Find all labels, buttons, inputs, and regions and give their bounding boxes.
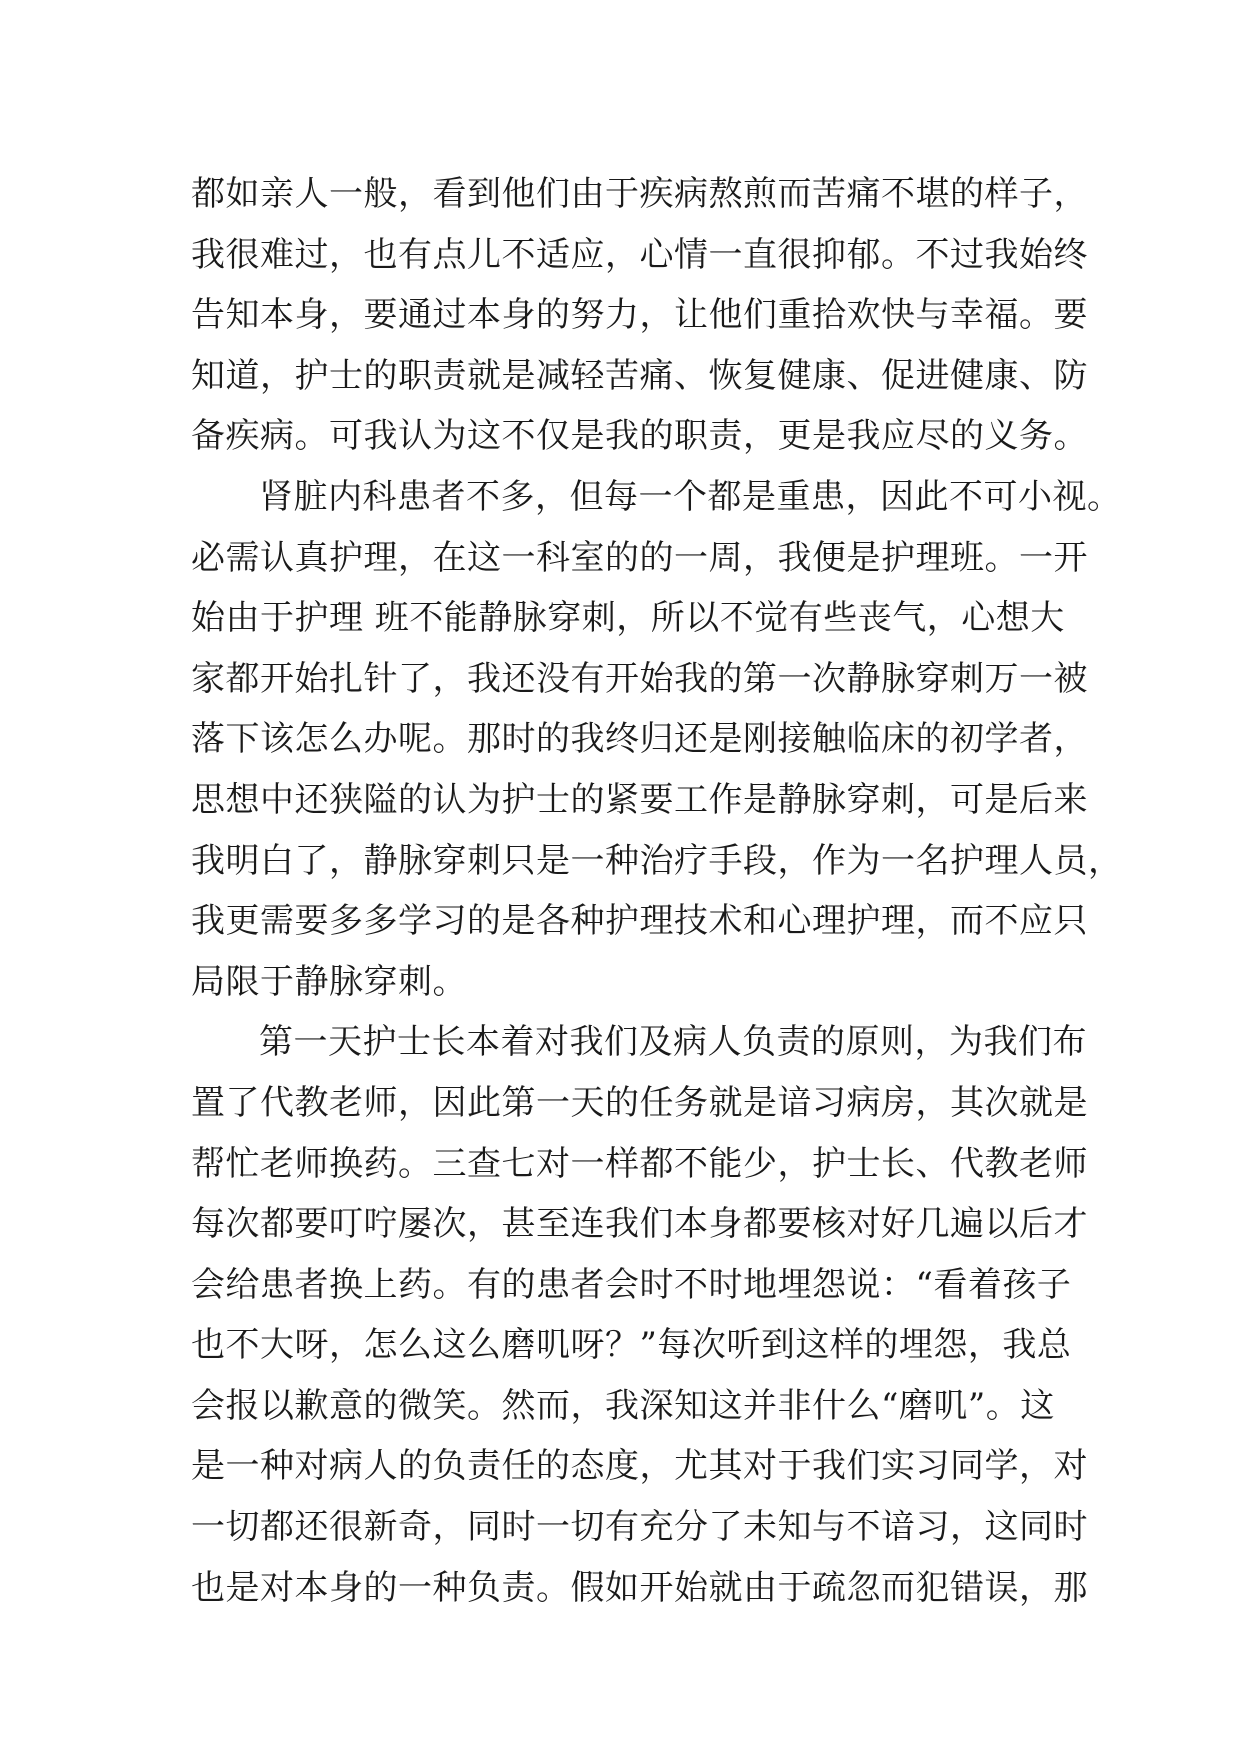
text-line: 备疾病。可我认为这不仅是我的职责，更是我应尽的义务。 bbox=[191, 416, 1088, 457]
text-line: 会给患者换上药。有的患者会时不时地埋怨说：“看着孩子 bbox=[191, 1264, 1072, 1305]
text-line: 会报以歉意的微笑。然而，我深知这并非什么“磨叽”。这 bbox=[191, 1385, 1055, 1426]
text-line: 始由于护理 班不能静脉穿刺，所以不觉有些丧气，心想大 bbox=[191, 598, 1065, 639]
text-line: 落下该怎么办呢。那时的我终归还是刚接触临床的初学者， bbox=[191, 719, 1088, 760]
text-line: 我更需要多多学习的是各种护理技术和心理护理，而不应只 bbox=[191, 901, 1088, 942]
text-line: 家都开始扎针了，我还没有开始我的第一次静脉穿刺万一被 bbox=[191, 658, 1088, 699]
body-text bbox=[191, 164, 1123, 1618]
text-line: 每次都要叮咛屡次，甚至连我们本身都要核对好几遍以后才 bbox=[191, 1204, 1088, 1245]
paragraph-start-line: 肾脏内科患者不多，但每一个都是重患，因此不可小视。 bbox=[259, 476, 1122, 517]
text-line: 必需认真护理，在这一科室的的一周，我便是护理班。一开 bbox=[191, 537, 1088, 578]
text-line: 置了代教老师，因此第一天的任务就是谙习病房，其次就是 bbox=[191, 1082, 1088, 1123]
text-line: 我很难过，也有点儿不适应，心情一直很抑郁。不过我始终 bbox=[191, 234, 1088, 275]
text-line: 一切都还很新奇，同时一切有充分了未知与不谙习，这同时 bbox=[191, 1507, 1088, 1548]
text-line: 也是对本身的一种负责。假如开始就由于疏忽而犯错误，那 bbox=[191, 1567, 1088, 1608]
paragraph-start-line: 第一天护士长本着对我们及病人负责的原则，为我们布 bbox=[259, 1022, 1087, 1063]
text-line: 我明白了，静脉穿刺只是一种治疗手段，作为一名护理人员， bbox=[191, 840, 1123, 881]
text-line: 思想中还狭隘的认为护士的紧要工作是静脉穿刺，可是后来 bbox=[191, 779, 1088, 820]
text-line: 知道，护士的职责就是减轻苦痛、恢复健康、促进健康、防 bbox=[191, 355, 1088, 396]
text-line: 告知本身，要通过本身的努力，让他们重拾欢快与幸福。要 bbox=[191, 295, 1088, 336]
text-line: 局限于静脉穿刺。 bbox=[191, 961, 467, 1002]
text-line: 是一种对病人的负责任的态度，尤其对于我们实习同学，对 bbox=[191, 1446, 1088, 1487]
text-line: 也不大呀，怎么这么磨叽呀？”每次听到这样的埋怨，我总 bbox=[191, 1325, 1072, 1366]
text-line: 帮忙老师换药。三查七对一样都不能少，护士长、代教老师 bbox=[191, 1143, 1088, 1184]
text-line: 都如亲人一般，看到他们由于疾病熬煎而苦痛不堪的样子， bbox=[191, 174, 1088, 214]
